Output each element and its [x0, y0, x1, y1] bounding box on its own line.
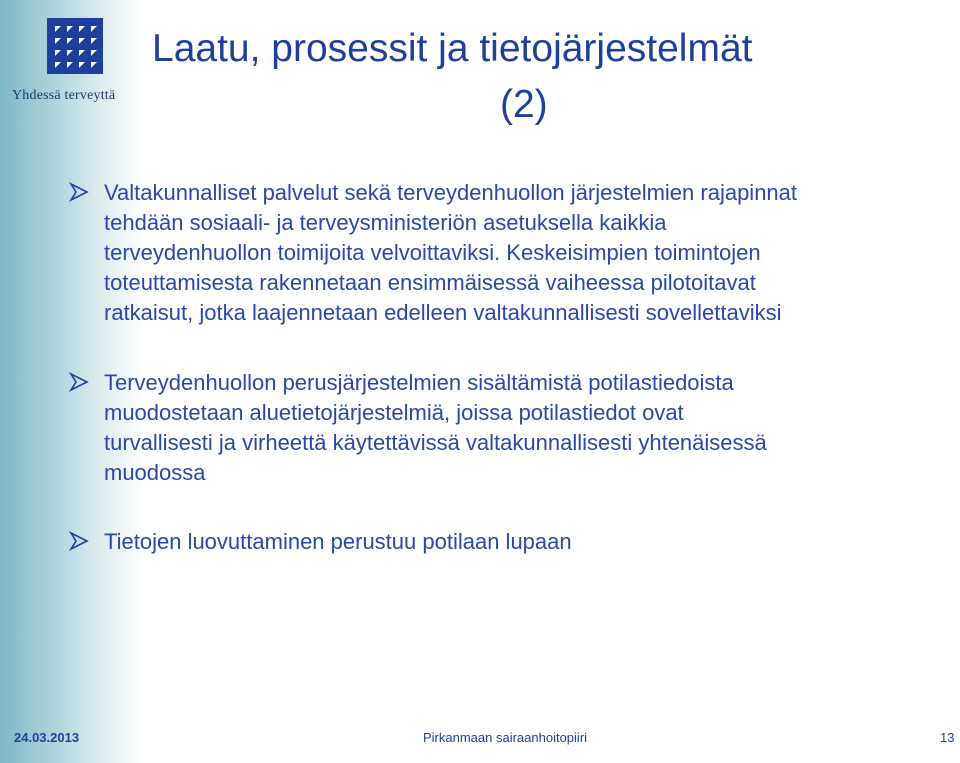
bullet-line: tehdään sosiaali- ja terveysministeriön asetuksella kaikkia [104, 210, 667, 235]
bullet-line: toteuttamisesta rakennetaan ensimmäisessä vaiheessa pilotoitavat [104, 270, 756, 295]
arrow-bullet-icon [68, 531, 90, 551]
footer-organization: Pirkanmaan sairaanhoitopiiri [423, 730, 588, 745]
footer-date: 24.03.2013 [14, 730, 80, 745]
slide-title-line1: Laatu, prosessit ja tietojärjestelmät [152, 27, 753, 70]
bullet-line: Tietojen luovuttaminen perustuu potilaan lupaan [104, 529, 572, 554]
bullet-line: terveydenhuollon toimijoita velvoittaviksi. Keskeisimpien toimintojen [104, 240, 761, 265]
arrow-bullet-icon [68, 372, 90, 392]
bullet-line: Valtakunnalliset palvelut sekä terveydenhuollon järjestelmien rajapinnat [104, 180, 798, 205]
triangle-grid-logo [47, 18, 103, 74]
bullet-line: Terveydenhuollon perusjärjestelmien sisältämistä potilastiedoista [104, 370, 734, 395]
arrow-bullet-icon [68, 182, 90, 202]
bullet-line: ratkaisut, jotka laajennetaan edelleen valtakunnallisesti sovellettaviksi [104, 300, 782, 325]
bullet-line: muodossa [104, 460, 206, 485]
bullet-line: muodostetaan aluetietojärjestelmiä, joissa potilastiedot ovat [104, 400, 684, 425]
slide-title-line2: (2) [500, 83, 548, 126]
brand-name: Yhdessä terveyttä [12, 88, 116, 103]
page-number: 13 [940, 730, 955, 745]
bullet-line: turvallisesti ja virheettä käytettävissä valtakunnallisesti yhtenäisessä [104, 430, 767, 455]
